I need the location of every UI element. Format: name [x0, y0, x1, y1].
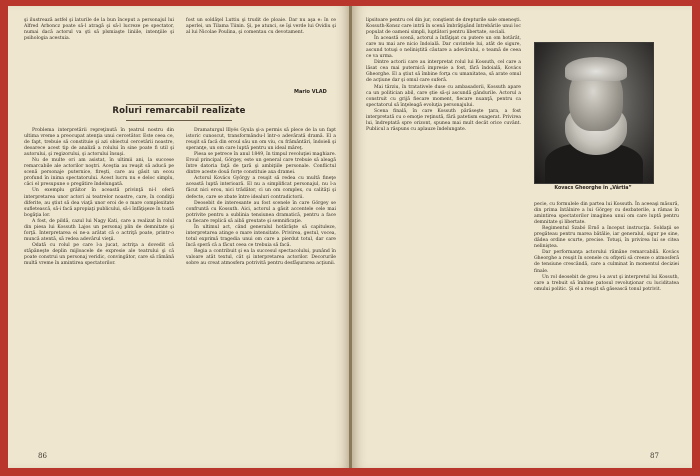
paragraph: fost un soldăţel Luttiu şi trudit de ploaie. Dar nu aşa e: în ce aperlei, un Tilama Tiinin. Şi, pe atunci, se îşi verde lui Ovidiu şi al lui Nicolae Poulina, şi comentau cu devotament. — [186, 18, 336, 36]
paragraph: pecie, cu formulele din partea lui Kossuth. În aceeaşi măsură, din prima întâlnire a lui Görgey cu dezbaterile, a rămas în amintirea spectatorilor imaginea unui om care luptă pentru demnitate şi libertate. — [534, 202, 679, 226]
paragraph: Odată cu rolul pe care l-a jucat, actriţa a dovedit că stăpâneşte deplin mijloacele de expresie ale teatrului şi că poate construi un personaj veridic, convingător, care să rămână multă vreme în amintirea spectatorilor. — [24, 242, 174, 267]
left-column-1 — [24, 128, 174, 267]
paragraph: Dintre actorii care au interpretat rolul lui Kossuth, cel care a lăsat cea mai puternică impresie a fost, fără îndoială, Kovács Gheorghe. El a ştiut să îmbine forţa cu umanitatea, să arate omul de acţiune dar şi omul care suferă. — [366, 60, 521, 84]
heading-rule-top — [126, 104, 232, 105]
paragraph: Dramaturgul Illyés Gyula şi-a permis să plece de la un fapt istoric cunoscut, transformându-l într-o adevărată dramă. El a reuşit să facă din eroul său un om viu, cu frământări, îndoieli şi speranţe, un om care luptă pentru un ideal măreţ. — [186, 128, 336, 152]
paragraph: În ultimul act, când generalul hotărăşte să capituleze, interpretarea atinge o mare intensitate. Privirea, gestul, vocea, totul exprimă tragedia unui om care a pierdut totul, dar care încă speră că a făcut ceea ce trebuia să facă. — [186, 224, 336, 248]
paragraph: Deosebit de interesante au fost scenele în care Görgey se confruntă cu Kossuth. Aici, actorul a găsit accentele cele mai potrivite pentru a sublinia tensiunea dramatică, pentru a face ca fiecare replică să aibă greutate şi semnificaţie. — [186, 200, 336, 224]
paragraph: şi ilustrează astfel şi laturile de la bun început a personajul lui Alfred Arboncz poate să-l atragă şi să-l lucreze pe spectator, numai dacă actorul va şti să plsmiaşte liniile, intenţiile şi psihologia acestuia. — [24, 18, 174, 42]
paragraph: Problema interpretării repreţinută în ţeatrul nostru din ultima vreme a preocupat atenţia unui cercetător. Este ceea ce, de fapt, trebuie să constituie şi azi obiectul cercetării noastre, deoarece acest tip de analiză a rolului în sine poate fi util şi autorului, şi regizorului, şi actorului însuşi. — [24, 128, 174, 158]
paragraph: Dar performanţa actorului rămâne remarcabilă. Kovács Gheorghe a reuşit în scenele cu ofiţerii să creeze o atmosferă de tensiune crescândă, care a culminat în momentul deciziei finale. — [534, 250, 679, 274]
paragraph: Un rol deosebit de greu l-a avut şi interpretul lui Kossuth, care a trebuit să îmbine patosul revoluţionar cu luciditatea omului politic. Şi el a reuşit să găsească tonul potrivit. — [534, 274, 679, 292]
paragraph: Regimentul Szabó Ernő a început instrucţia. Soldaţii se pregăteau pentru marea bătălie, iar generalul, sigur pe sine, dădea ordine scurte, precise. Totuşi, în privirea lui se citea neliniştea. — [534, 226, 679, 250]
paragraph: Nu de multe ori am asistat, în ultimii ani, la succese remarcabile ale actorilor noştri. Aceştia au reuşit să aducă pe scenă personaje puternice, fireşti, care au găsit un ecou profund în inima spectatorului. Acest lucru nu e deloc simplu, căci el presupune o pregătire îndelungată. — [24, 158, 174, 188]
paragraph: lipsitoare pentru cel din jur, conştient de drepturile sale omeneşti. Kossuth-Konsz care intră în scenă îmbrăţişând întrebările unui loc populat de oameni simpli, luptători pentru libertate, sociali. — [366, 18, 521, 36]
page-number-left: 86 — [38, 452, 47, 460]
paragraph: Regia a contribuit şi ea la succesul spectacolului, punând în valoare atât textul, cât şi interpretarea actorilor. Decorurile sobre au creat atmosfera potrivită pentru desfăşurarea acţiunii. — [186, 248, 336, 267]
page-number-right: 87 — [650, 452, 659, 460]
paragraph: A fost, de pildă, cazul lui Nagy Kati, care a realizat în rolul din piesa lui Kossuth Lajos un personaj plin de demnitate şi forţă. Interpretarea ei ne-a arătat că o actriţă poate, printr-o muncă atentă, să redea adevărul vieţii. — [24, 218, 174, 242]
author-signature: Mario VLAD — [294, 89, 327, 95]
paragraph: Un exemplu grăitor în această privinţă ni-l oferă interpretarea unor actori ai teatrelor noastre, care, în condiţii diferite, au ştiut să dea viaţă unor eroi de o mare complexitate sufletească, să-i facă apropiaţi publicului, să-i înfăţişeze în toată bogăţia lor. — [24, 188, 174, 218]
left-column-2 — [186, 128, 336, 267]
heading-rule-bottom — [126, 120, 232, 121]
photo-caption: Kovacs Gheorghe în „Vârtia” — [554, 186, 632, 191]
left-page — [8, 6, 350, 468]
right-column-1 — [366, 18, 521, 133]
paragraph: Mai târziu, în tratativele duse cu ambasadorii, Kossuth apare ca un politician abil, care ştie să-şi ascundă gândurile. Actorul a construit cu grijă fiecare moment, fiecare nuanţă, pentru ca spectatorul să înţeleagă evoluţia personajului. — [366, 84, 521, 108]
paragraph: Scena finală, în care Kossuth părăseşte ţara, a fost interpretată cu o emoţie reţinută, fără patetism exagerat. Privirea lui, îndreptată spre orizont, spunea mai mult decât orice cuvânt. Publicul a răspuns cu aplauze îndelungate. — [366, 108, 521, 132]
photo-hair — [565, 57, 627, 81]
right-column-2 — [534, 202, 679, 293]
left-intro-column-1 — [24, 18, 174, 42]
right-page — [352, 6, 692, 468]
article-heading: Roluri remarcabil realizate — [112, 106, 246, 116]
paragraph: În această scenă, actorul a înfăţişat cu putere un om hotărât, care nu mai are nicio îndoială. Dar cuvintele lui, atât de sigure, ascund totuşi o neliniştită căutare a adevărului, o teamă de ceea ce va urma. — [366, 36, 521, 60]
left-intro-column-2 — [186, 18, 336, 36]
paragraph: Actorul Kovács György a reuşit să redea cu multă fineţe această luptă interioară. El nu a simplificat personajul, nu l-a făcut nici erou, nici trădător, ci un om complex, cu calităţi şi defecte, care se zbate între idealuri contradictorii. — [186, 176, 336, 200]
paragraph: Piesa se petrece în anul 1849, în timpul revoluţiei maghiare. Eroul principal, Görgey, este un general care trebuie să aleagă între datoria faţă de ţară şi ambiţiile personale. Conflictul dintre aceste două forţe constituie axa dramei. — [186, 152, 336, 176]
portrait-photo — [534, 42, 654, 184]
